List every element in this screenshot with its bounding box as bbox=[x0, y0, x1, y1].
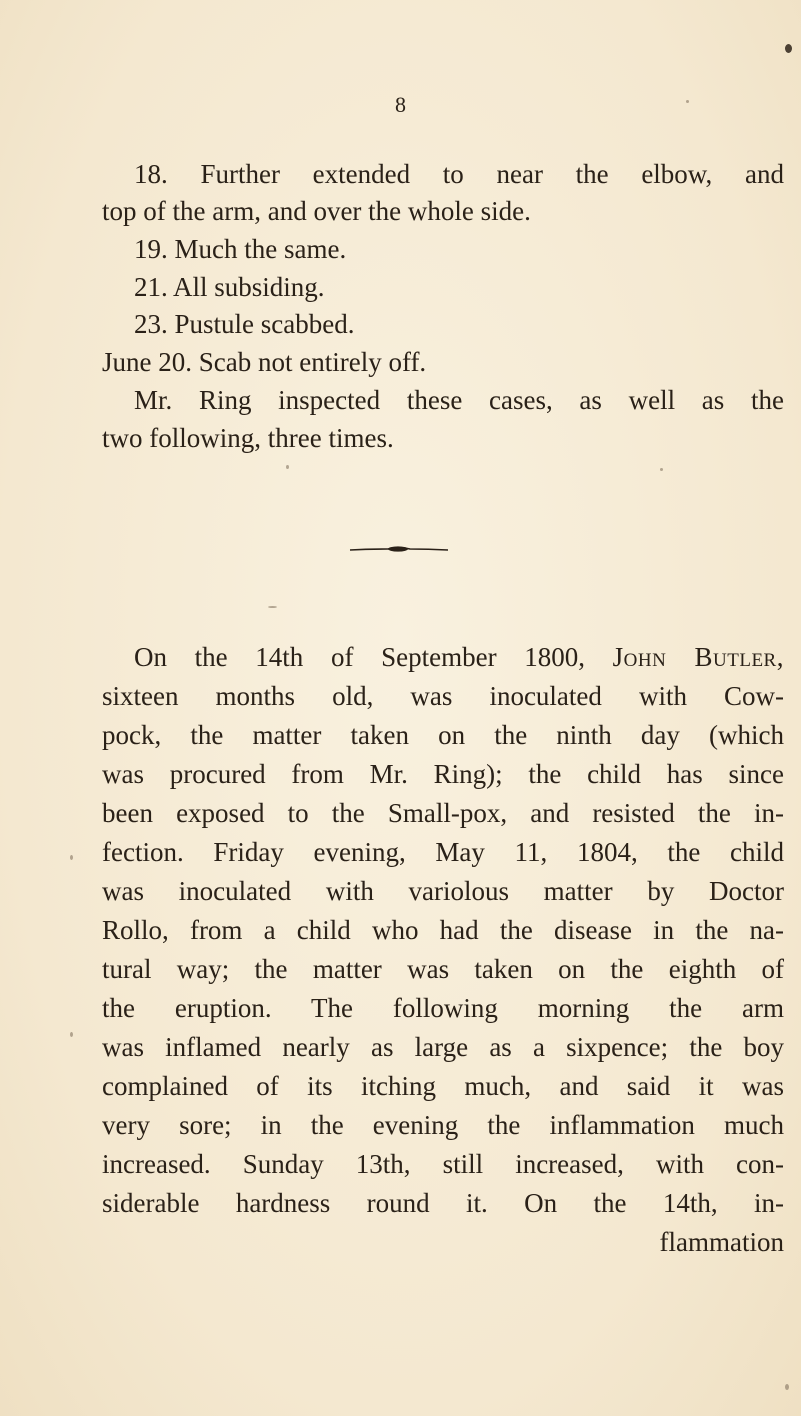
page-speck bbox=[70, 855, 73, 860]
catchword: flammation bbox=[659, 1227, 784, 1257]
text-line: sixteen months old, was inoculated with Cow- bbox=[102, 681, 784, 711]
page-speck bbox=[286, 465, 289, 469]
section-divider-ornament bbox=[348, 545, 450, 553]
text-line: two following, three times. bbox=[102, 423, 394, 453]
text-line: the eruption. The following morning the arm bbox=[102, 993, 784, 1023]
text-line: 18. Further extended to near the elbow, and bbox=[134, 159, 784, 189]
person-name: John Butler, bbox=[612, 642, 784, 672]
page-speck bbox=[70, 1032, 73, 1037]
text-line: fection. Friday evening, May 11, 1804, the child bbox=[102, 837, 784, 867]
page-speck bbox=[785, 44, 792, 53]
page-number: 8 bbox=[395, 92, 406, 117]
text-line: pock, the matter taken on the ninth day (which bbox=[102, 720, 784, 750]
paragraph-first-line bbox=[134, 640, 784, 674]
page-speck bbox=[660, 468, 663, 471]
text-line: was inoculated with variolous matter by Doctor bbox=[102, 876, 784, 906]
text-line: increased. Sunday 13th, still increased, with con- bbox=[102, 1149, 784, 1179]
text-line: siderable hardness round it. On the 14th, in- bbox=[102, 1188, 784, 1218]
page-speck bbox=[268, 606, 277, 608]
text-line: was procured from Mr. Ring); the child has since bbox=[102, 759, 784, 789]
text-line: 23. Pustule scabbed. bbox=[134, 309, 355, 339]
text-line: June 20. Scab not entirely off. bbox=[102, 347, 427, 377]
text-fragment: On the 14th of September 1800, bbox=[134, 642, 613, 672]
text-line: Rollo, from a child who had the disease in the na- bbox=[102, 915, 784, 945]
text-line: top of the arm, and over the whole side. bbox=[102, 196, 531, 226]
text-line: was inflamed nearly as large as a sixpence; the boy bbox=[102, 1032, 784, 1062]
text-line: Mr. Ring inspected these cases, as well as the bbox=[134, 385, 784, 415]
page-speck bbox=[686, 100, 689, 103]
text-line: been exposed to the Small-pox, and resisted the in- bbox=[102, 798, 784, 828]
text-line: 21. All subsiding. bbox=[134, 272, 325, 302]
text-line: tural way; the matter was taken on the eighth of bbox=[102, 954, 784, 984]
text-line: 19. Much the same. bbox=[134, 234, 347, 264]
page-speck bbox=[785, 1384, 789, 1390]
text-line: very sore; in the evening the inflammation much bbox=[102, 1110, 784, 1140]
text-line: complained of its itching much, and said it was bbox=[102, 1071, 784, 1101]
